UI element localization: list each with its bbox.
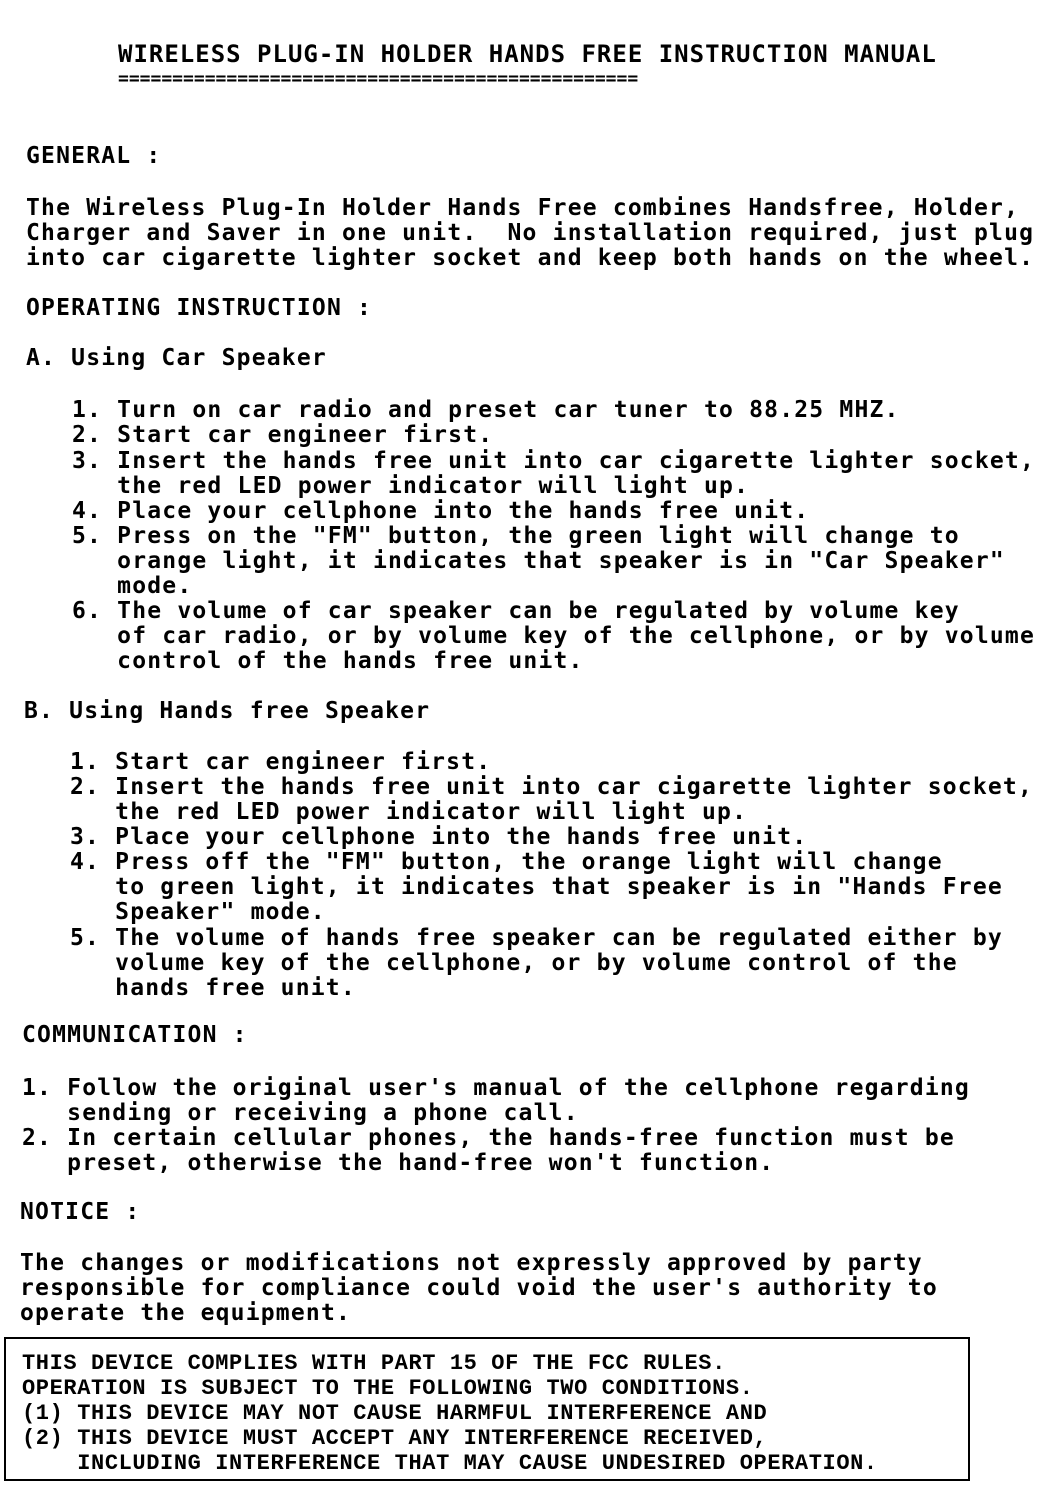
section-a-line: orange light, it indicates that speaker is in "Car Speaker" [72,548,1005,574]
section-a-line: 1. Turn on car radio and preset car tuner to 88.25 MHZ. [72,397,900,423]
communication-heading: COMMUNICATION : [22,1022,248,1048]
section-b-line: 4. Press off the "FM" button, the orange light will change [70,849,943,875]
fcc-line: INCLUDING INTERFERENCE THAT MAY CAUSE UNDESIRED OPERATION. [22,1451,878,1476]
section-b-line: hands free unit. [70,975,356,1001]
section-b-line: 1. Start car engineer first. [70,749,492,775]
communication-line: 1. Follow the original user's manual of the cellphone regarding [22,1075,970,1101]
notice-line: responsible for compliance could void the user's authority to [20,1275,938,1301]
notice-heading: NOTICE : [20,1199,141,1225]
section-a-line: the red LED power indicator will light up. [72,473,750,499]
fcc-line: (1) THIS DEVICE MAY NOT CAUSE HARMFUL INTERFERENCE AND [22,1401,768,1426]
general-heading: GENERAL : [26,143,162,169]
communication-line: preset, otherwise the hand-free won't function. [22,1150,775,1176]
fcc-line: OPERATION IS SUBJECT TO THE FOLLOWING TWO CONDITIONS. [22,1376,754,1401]
section-a-heading: A. Using Car Speaker [26,345,327,371]
operating-heading: OPERATING INSTRUCTION : [26,295,373,321]
section-a-line: 3. Insert the hands free unit into car cigarette lighter socket, [72,448,1036,474]
general-line: into car cigarette lighter socket and keep both hands on the wheel. [26,245,1035,271]
title-underline: ================================================ [118,68,639,89]
section-a-line: 6. The volume of car speaker can be regulated by volume key [72,598,960,624]
section-b-line: the red LED power indicator will light up. [70,799,748,825]
section-b-heading: B. Using Hands free Speaker [24,698,431,724]
section-a-line: mode. [72,573,193,599]
fcc-line: (2) THIS DEVICE MUST ACCEPT ANY INTERFERENCE RECEIVED, [22,1426,768,1451]
section-a-line: control of the hands free unit. [72,648,584,674]
section-a-line: 4. Place your cellphone into the hands free unit. [72,498,810,524]
section-a-line: 5. Press on the "FM" button, the green light will change to [72,523,960,549]
section-b-line: 5. The volume of hands free speaker can be regulated either by [70,925,1003,951]
general-line: The Wireless Plug-In Holder Hands Free combines Handsfree, Holder, [26,195,1020,221]
fcc-compliance-box [4,1337,970,1481]
section-b-line: 2. Insert the hands free unit into car cigarette lighter socket, [70,774,1034,800]
manual-title: WIRELESS PLUG-IN HOLDER HANDS FREE INSTRUCTION MANUAL [118,40,937,68]
communication-line: sending or receiving a phone call. [22,1100,579,1126]
section-a-line: of car radio, or by volume key of the cellphone, or by volume [72,623,1036,649]
fcc-line: THIS DEVICE COMPLIES WITH PART 15 OF THE FCC RULES. [22,1351,726,1376]
section-b-line: 3. Place your cellphone into the hands free unit. [70,824,808,850]
section-b-line: to green light, it indicates that speaker is in "Hands Free [70,874,1003,900]
section-b-line: volume key of the cellphone, or by volume control of the [70,950,958,976]
general-line: Charger and Saver in one unit. No installation required, just plug [26,220,1035,246]
section-a-line: 2. Start car engineer first. [72,422,494,448]
section-b-line: Speaker" mode. [70,899,326,925]
communication-line: 2. In certain cellular phones, the hands-free function must be [22,1125,955,1151]
notice-line: The changes or modifications not expressly approved by party [20,1250,923,1276]
notice-line: operate the equipment. [20,1300,352,1326]
